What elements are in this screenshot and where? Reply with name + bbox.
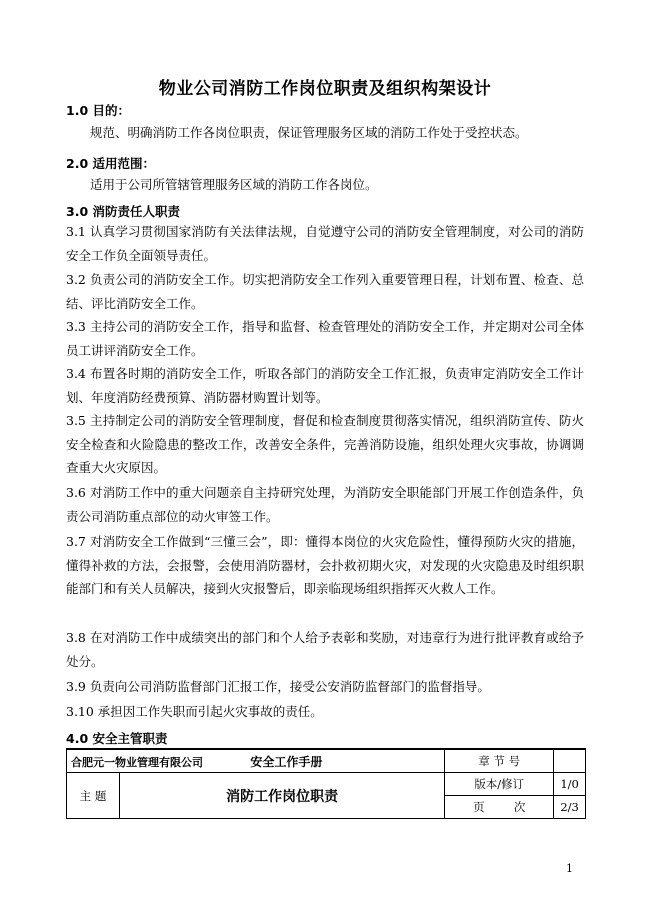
footer-page-label: 页 次 (445, 796, 554, 819)
duty-item: 3.6 对消防工作中的重大问题亲自主持研究处理，为消防安全职能部门开展工作创造条件，负责公司消防重点部位的动火审签工作。 (66, 485, 584, 524)
footer-version-label: 版本/修订 (445, 773, 554, 796)
footer-subject: 消防工作岗位职责 (120, 773, 445, 819)
section-heading-safety-supervisor: 4.0 安全主管职责 (66, 731, 168, 746)
footer-subject-label: 主 题 (67, 773, 120, 819)
footer-chapter-label: 章 节 号 (445, 749, 554, 773)
section-heading-purpose: 1.0 目的： (66, 103, 130, 118)
duty-item: 3.3 主持公司的消防安全工作，指导和监督、检查管理处的消防安全工作，并定期对公司全体员工讲评消防安全工作。 (66, 319, 584, 358)
duty-item: 3.10 承担因工作失职而引起火灾事故的责任。 (66, 704, 323, 719)
page-number: 1 (566, 862, 573, 875)
section-body-purpose: 规范、明确消防工作各岗位职责，保证管理服务区域的消防工作处于受控状态。 (90, 125, 528, 140)
footer-chapter-value (554, 749, 586, 773)
footer-manual-title: 安全工作手册 (250, 754, 323, 769)
footer-version-value: 1/0 (554, 773, 586, 796)
document-footer-table (66, 748, 586, 819)
duty-item: 3.4 布置各时期的消防安全工作，听取各部门的消防安全工作汇报，负责审定消防安全工作计划、年度消防经费预算、消防器材购置计划等。 (66, 366, 584, 405)
duty-item: 3.1 认真学习贯彻国家消防有关法律法规，自觉遵守公司的消防安全管理制度，对公司的消防安全工作负全面领导责任。 (66, 224, 584, 263)
duty-item: 3.7 对消防安全工作做到“三懂三会”，即：懂得本岗位的火灾危险性，懂得预防火灾的措施，懂得补救的方法，会报警，会使用消防器材，会扑救初期火灾，对发现的火灾隐患及时组织职能部门和有关人员解决，接到火灾报警后，即亲临现场组织指挥灭火救人工作。 (66, 534, 584, 596)
section-heading-fire-responsible: 3.0 消防责任人职责 (66, 204, 180, 219)
duty-item: 3.2 负责公司的消防安全工作。切实把消防安全工作列入重要管理日程，计划布置、检查、总结、评比消防安全工作。 (66, 272, 584, 311)
duty-item: 3.9 负责向公司消防监督部门汇报工作，接受公安消防监督部门的监督指导。 (66, 679, 490, 694)
footer-page-value: 2/3 (554, 796, 586, 819)
page-title: 物业公司消防工作岗位职责及组织构架设计 (158, 79, 492, 99)
duty-item: 3.5 主持制定公司的消防安全管理制度，督促和检查制度贯彻落实情况，组织消防宣传、防火安全检查和火险隐患的整改工作，改善安全条件，完善消防设施，组织处理火灾事故，协调调查重大火灾原因。 (66, 413, 584, 475)
duty-item: 3.8 在对消防工作中成绩突出的部门和个人给予表彰和奖励，对违章行为进行批评教育或给予处分。 (66, 630, 584, 669)
section-heading-scope: 2.0 适用范围： (66, 156, 155, 171)
footer-company: 合肥元一物业管理有限公司 (71, 755, 203, 769)
section-body-scope: 适用于公司所管辖管理服务区域的消防工作各岗位。 (90, 177, 378, 192)
footer-company-cell (67, 749, 445, 773)
